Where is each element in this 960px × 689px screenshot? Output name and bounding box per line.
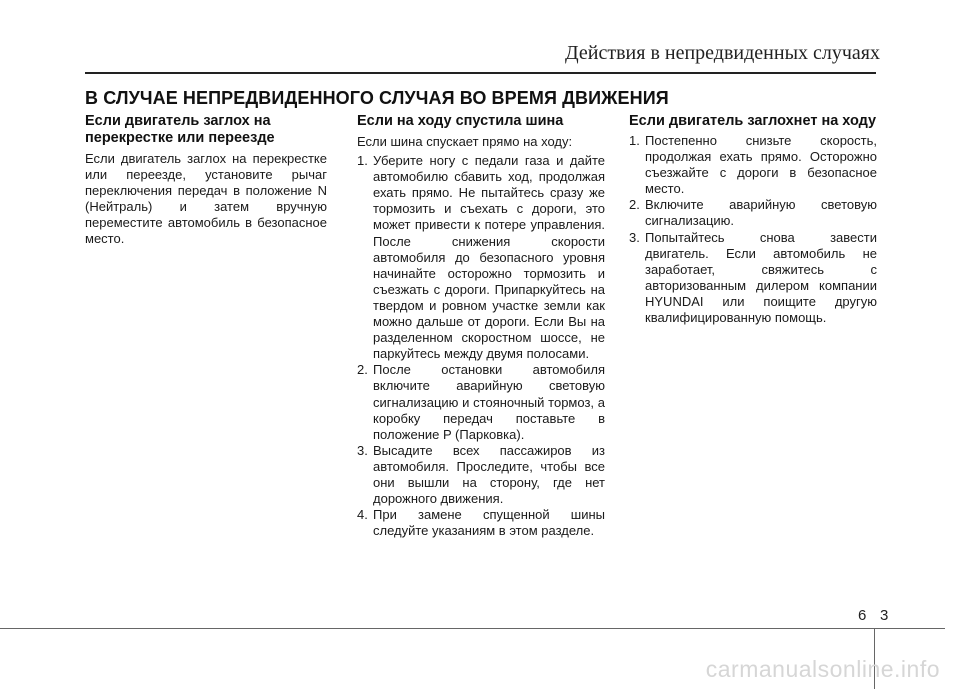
intersection-body: Если двигатель заглох на перекрестке или переезде, установите рычаг переключения передач в положение N (Нейтраль) и затем вручную переместите автомобиль в безопасное место. bbox=[85, 151, 327, 247]
step-text: Постепенно снизьте скорость, продолжая ехать прямо. Осторожно съезжайте с дороги в безопасное место. bbox=[645, 133, 877, 197]
list-item bbox=[629, 133, 877, 197]
intersection-heading: Если двигатель заглох на перекрестке или переезде bbox=[85, 113, 275, 146]
step-number: 1. bbox=[357, 153, 368, 169]
column-intersection bbox=[85, 113, 327, 248]
step-number: 3. bbox=[629, 229, 640, 245]
step-text: После остановки автомобиля включите аварийную световую сигнализацию и стояночный тормоз, а коробку передач поставьте в положение P (Парковка). bbox=[373, 362, 605, 442]
engine-stall-steps bbox=[629, 133, 877, 326]
step-text: Включите аварийную световую сигнализацию. bbox=[645, 197, 877, 229]
chapter-title: Действия в непредвиденных случаях bbox=[565, 42, 880, 64]
step-text: Попытайтесь снова завести двигатель. Если автомобиль не заработает, свяжитесь с авторизованным дилером компании HYUNDAI или поищите другую квалифицированную помощь. bbox=[645, 229, 877, 326]
step-number: 1. bbox=[629, 133, 640, 148]
list-item bbox=[357, 507, 605, 539]
list-item bbox=[357, 153, 605, 362]
column-flat-tire bbox=[357, 113, 605, 539]
page-section-number: 6 bbox=[858, 607, 867, 624]
header-divider bbox=[85, 72, 876, 74]
flat-tire-steps bbox=[357, 153, 605, 539]
footer-divider bbox=[0, 628, 945, 629]
list-item bbox=[357, 362, 605, 442]
list-item bbox=[629, 230, 877, 327]
list-item bbox=[629, 197, 877, 229]
step-number: 3. bbox=[357, 442, 368, 458]
column-engine-stall bbox=[629, 113, 877, 326]
flat-tire-intro: Если шина спускает прямо на ходу: bbox=[357, 134, 573, 149]
step-number: 2. bbox=[629, 197, 640, 213]
step-number: 4. bbox=[357, 507, 368, 523]
step-text: Уберите ногу с педали газа и дайте автомобилю сбавить ход, продолжая ехать прямо. Не пытайтесь сразу же тормозить и съехать с дороги, это может привести к потере управления. После снижения скорости автомобиля до безопасного уровня начинайте осторожно тормозить и съезжать с дороги. Припаркуйтесь на твердом и ровном участке земли как можно дальше от дороги. Если Вы на разделенном скоростном шоссе, не паркуйтесь между двумя полосами. bbox=[373, 153, 605, 362]
step-number: 2. bbox=[357, 362, 368, 378]
page-number: 3 bbox=[880, 607, 889, 624]
flat-tire-heading: Если на ходу спустила шина bbox=[357, 113, 564, 129]
list-item bbox=[357, 443, 605, 507]
section-heading: В СЛУЧАЕ НЕПРЕДВИДЕННОГО СЛУЧАЯ ВО ВРЕМЯ ДВИЖЕНИЯ bbox=[85, 88, 669, 108]
engine-stall-heading: Если двигатель заглохнет на ходу bbox=[629, 113, 877, 129]
step-text: При замене спущенной шины следуйте указаниям в этом разделе. bbox=[373, 507, 605, 539]
step-text: Высадите всех пассажиров из автомобиля. Проследите, чтобы все они вышли на сторону, где нет дорожного движения. bbox=[373, 442, 605, 507]
watermark: carmanualsonline.info bbox=[705, 656, 940, 682]
